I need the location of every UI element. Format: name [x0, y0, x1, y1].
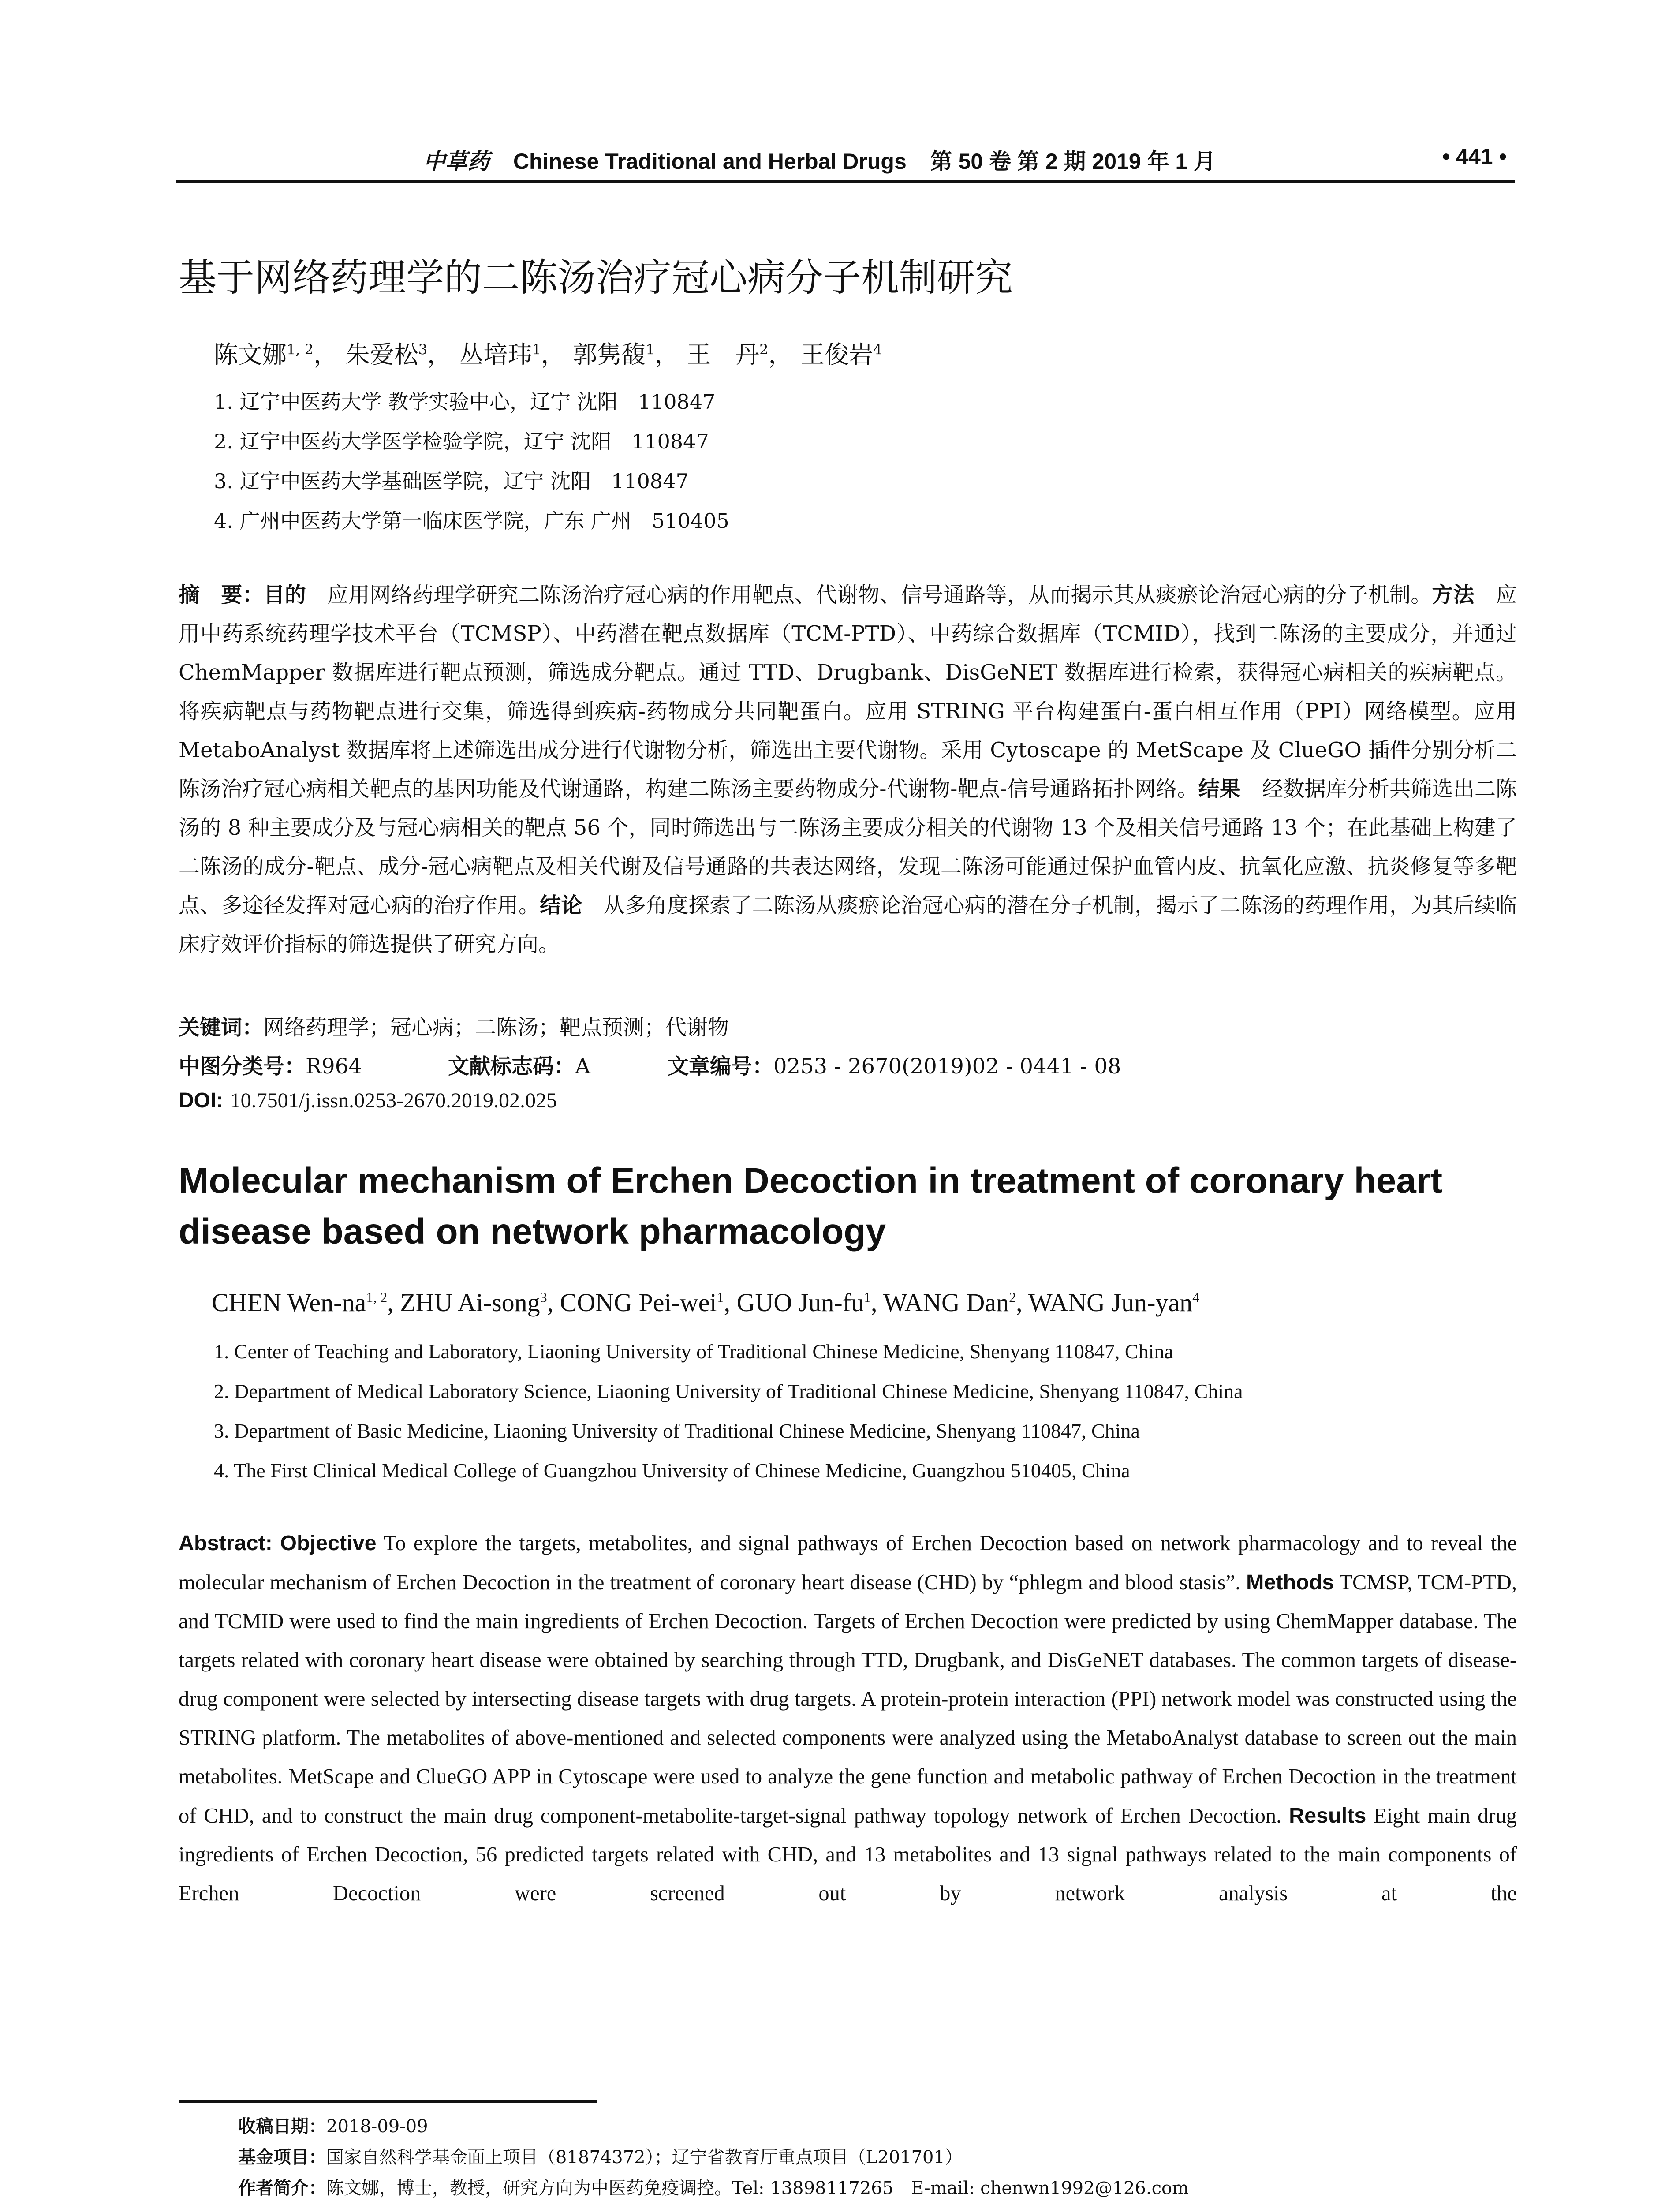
journal-header — [423, 144, 1216, 176]
footnote-label: 作者简介： — [238, 2178, 326, 2198]
author-affil-mark: 1 — [532, 341, 541, 358]
author-affil-mark: 4 — [1192, 1289, 1200, 1305]
journal-name: Chinese Traditional and Herbal Drugs — [513, 149, 907, 174]
author-affil-mark: 4 — [873, 341, 882, 358]
en-author: ZHU Ai-song — [400, 1288, 540, 1317]
classification-line — [179, 1049, 1121, 1080]
cn-author: 丛培玮 — [459, 340, 532, 369]
doc-code-label: 文献标志码： — [448, 1054, 575, 1079]
en-author: CHEN Wen-na — [212, 1288, 366, 1317]
cn-affiliation: 1. 辽宁中医药大学 教学实验中心，辽宁 沈阳 110847 — [214, 390, 716, 414]
en-results-label: Results — [1289, 1804, 1366, 1828]
article-no-label: 文章编号： — [668, 1054, 774, 1079]
doi-value: 10.7501/j.issn.0253-2670.2019.02.025 — [230, 1089, 557, 1112]
en-affiliation: 3. Department of Basic Medicine, Liaoning University of Traditional Chinese Medicine, Shenyang 110847, China — [214, 1420, 1140, 1442]
journal-logo: 中草药 — [423, 148, 489, 174]
footnote-text: 2018-09-09 — [326, 2116, 428, 2137]
cn-results-label: 结果 — [1198, 777, 1241, 801]
article-no-value: 0253 - 2670(2019)02 - 0441 - 08 — [773, 1054, 1121, 1079]
footnote-label: 收稿日期： — [238, 2116, 326, 2137]
cn-conclusion-label: 结论 — [540, 893, 582, 918]
en-methods-text: TCMSP, TCM-PTD, and TCMID were used to find the main ingredients of Erchen Decoction. Targets of Erchen Decoction were predicted by using ChemMapper database. The targets related with coronary heart disease were obtained by searching through TTD, Drugbank, and DisGeNET databases. The common targets of disease-drug component were selected by intersecting disease targets with drug targets. A protein-protein interaction (PPI) network model was constructed using the STRING platform. The metabolites of above-mentioned and selected components were analyzed using the MetaboAnalyst database to screen out the main metabolites. MetScape and ClueGO APP in Cytoscape were used to analyze the gene function and metabolic pathway of Erchen Decoction in the treatment of CHD, and to construct the main drug component-metabolite-target-signal pathway topology network of Erchen Decoction. — [179, 1571, 1517, 1828]
cn-author: 王俊岩 — [800, 340, 874, 369]
author-affil-mark: 1, 2 — [366, 1289, 388, 1305]
journal-issue: 第 50 卷 第 2 期 2019 年 1 月 — [930, 149, 1216, 174]
cn-affiliation: 2. 辽宁中医药大学医学检验学院，辽宁 沈阳 110847 — [214, 430, 709, 453]
en-affiliations — [214, 1332, 1243, 1491]
running-header — [176, 140, 1515, 183]
author-affil-mark: 3 — [540, 1289, 547, 1305]
en-author: WANG Dan — [883, 1288, 1009, 1317]
en-authors: CHEN Wen-na$^{1, 2}$, ZHU Ai-song$^3$, CONG Pei-wei$^1$, GUO Jun-$fu^1$, WANG Dan$^2$, WANG Jun-yan$^4$ — [212, 1288, 1200, 1317]
cn-affiliation: 4. 广州中医药大学第一临床医学院，广东 广州 510405 — [214, 509, 729, 533]
cn-affiliation: 3. 辽宁中医药大学基础医学院，辽宁 沈阳 110847 — [214, 469, 689, 493]
cn-conclusion-text: 从多角度探索了二陈汤从痰瘀论治冠心病的潜在分子机制，揭示了二陈汤的药理作用，为其后续临床疗效评价指标的筛选提供了研究方向。 — [179, 893, 1517, 957]
keywords-label: 关键词： — [179, 1015, 264, 1040]
footnote-text: 陈文娜，博士，教授，研究方向为中医药免疫调控。Tel: 13898117265 E-mail: chenwn1992@126.com — [326, 2178, 1189, 2198]
author-affil-mark: 2 — [759, 341, 769, 358]
en-affiliation: 1. Center of Teaching and Laboratory, Liaoning University of Traditional Chinese Medicine, Shenyang 110847, China — [214, 1340, 1173, 1363]
footnote-received — [238, 2112, 428, 2138]
en-title: Molecular mechanism of Erchen Decoction in treatment of coronary heart disease based on network pharmacology — [179, 1161, 1443, 1252]
clc-label: 中图分类号： — [179, 1054, 306, 1079]
en-results-text: Eight main drug ingredients of Erchen Decoction, 56 predicted targets related with CHD, and 13 metabolites and 13 signal pathways related to the main components of Erchen Decoction were screened out by network analysis at the — [179, 1804, 1517, 1905]
cn-author: 陈文娜 — [214, 340, 287, 369]
cn-author: 朱爱松 — [345, 340, 418, 369]
en-author: CONG Pei-wei — [560, 1288, 717, 1317]
cn-title: 基于网络药理学的二陈汤治疗冠心病分子机制研究 — [179, 256, 1013, 300]
author-affil-mark: 1 — [864, 1289, 871, 1305]
cn-objective-label: 目的 — [263, 583, 306, 607]
footnote-rule — [179, 2100, 597, 2103]
footnote-author-bio — [238, 2174, 1189, 2199]
author-affil-mark: 1 — [646, 341, 655, 358]
en-affiliation: 4. The First Clinical Medical College of Guangzhou University of Chinese Medicine, Guangzhou 510405, China — [214, 1459, 1130, 1482]
cn-author: 郭隽馥 — [573, 340, 646, 369]
en-affiliation: 2. Department of Medical Laboratory Science, Liaoning University of Traditional Chinese Medicine, Shenyang 110847, China — [214, 1380, 1243, 1402]
footnote-text: 国家自然科学基金面上项目（81874372）；辽宁省教育厅重点项目（L201701） — [326, 2147, 963, 2168]
author-affil-mark: 3 — [418, 341, 427, 358]
cn-authors: 陈文娜$^{1, 2}$， 朱爱松$^3$， 丛培玮$^1$， 郭隽馥$^1$， 王 丹$^2$， 王俊岩$^4$ — [214, 340, 882, 369]
en-author: GUO Jun-fu — [736, 1288, 864, 1317]
cn-methods-text: 应用中药系统药理学技术平台（TCMSP）、中药潜在靶点数据库（TCM-PTD）、中药综合数据库（TCMID），找到二陈汤的主要成分，并通过 ChemMapper 数据库进行靶点预测，筛选成分靶点。通过 TTD、Drugbank、DisGeNET 数据库进行检索，获得冠心病相关的疾病靶点。将疾病靶点与药物靶点进行交集，筛选得到疾病-药物成分共同靶蛋白。应用 STRING 平台构建蛋白-蛋白相互作用（PPI）网络模型。应用 MetaboAnalyst 数据库将上述筛选出成分进行代谢物分析，筛选出主要代谢物。采用 Cytoscape 的 MetScape 及 ClueGO 插件分别分析二陈汤治疗冠心病相关靶点的基因功能及代谢通路，构建二陈汤主要药物成分-代谢物-靶点-信号通路拓扑网络。 — [179, 583, 1517, 801]
en-abstract-label: Abstract: — [179, 1531, 273, 1555]
cn-methods-label: 方法 — [1432, 583, 1475, 607]
doi-line — [179, 1088, 557, 1113]
cn-author: 王 丹 — [687, 340, 760, 369]
page-number: • 441 • — [1442, 144, 1507, 169]
footnote-label: 基金项目： — [238, 2147, 326, 2168]
cn-abstract — [179, 576, 1517, 964]
cn-objective-text: 应用网络药理学研究二陈汤治疗冠心病的作用靶点、代谢物、信号通路等，从而揭示其从痰瘀论治冠心病的分子机制。 — [306, 583, 1432, 607]
clc-value: R964 — [306, 1054, 362, 1079]
en-abstract — [179, 1524, 1517, 1913]
author-affil-mark: 2 — [1009, 1289, 1016, 1305]
author-affil-mark: 1, 2 — [287, 341, 314, 358]
cn-keywords — [179, 1010, 729, 1041]
cn-abstract-label: 摘 要： — [179, 583, 264, 607]
en-methods-label: Methods — [1246, 1570, 1334, 1594]
author-affil-mark: 1 — [717, 1289, 724, 1305]
doc-code-value: A — [575, 1054, 590, 1079]
en-objective-text: To explore the targets, metabolites, and signal pathways of Erchen Decoction based on network pharmacology and to reveal the molecular mechanism of Erchen Decoction in the treatment of coronary heart disease (CHD) by “phlegm and blood stasis”. — [179, 1532, 1517, 1594]
footnote-funding — [238, 2143, 963, 2168]
keywords-text: 网络药理学；冠心病；二陈汤；靶点预测；代谢物 — [263, 1015, 729, 1040]
doi-label: DOI: — [179, 1089, 224, 1112]
cn-affiliations — [214, 382, 729, 541]
cn-results-text: 经数据库分析共筛选出二陈汤的 8 种主要成分及与冠心病相关的靶点 56 个，同时筛选出与二陈汤主要成分相关的代谢物 13 个及相关信号通路 13 个；在此基础上构建了二陈汤的成分-靶点、成分-冠心病靶点及相关代谢及信号通路的共表达网络，发现二陈汤可能通过保护血管内皮、抗氧化应激、抗炎修复等多靶点、多途径发挥对冠心病的治疗作用。 — [179, 777, 1517, 918]
en-author: WANG Jun-yan — [1028, 1288, 1193, 1317]
en-objective-label: Objective — [280, 1531, 377, 1555]
